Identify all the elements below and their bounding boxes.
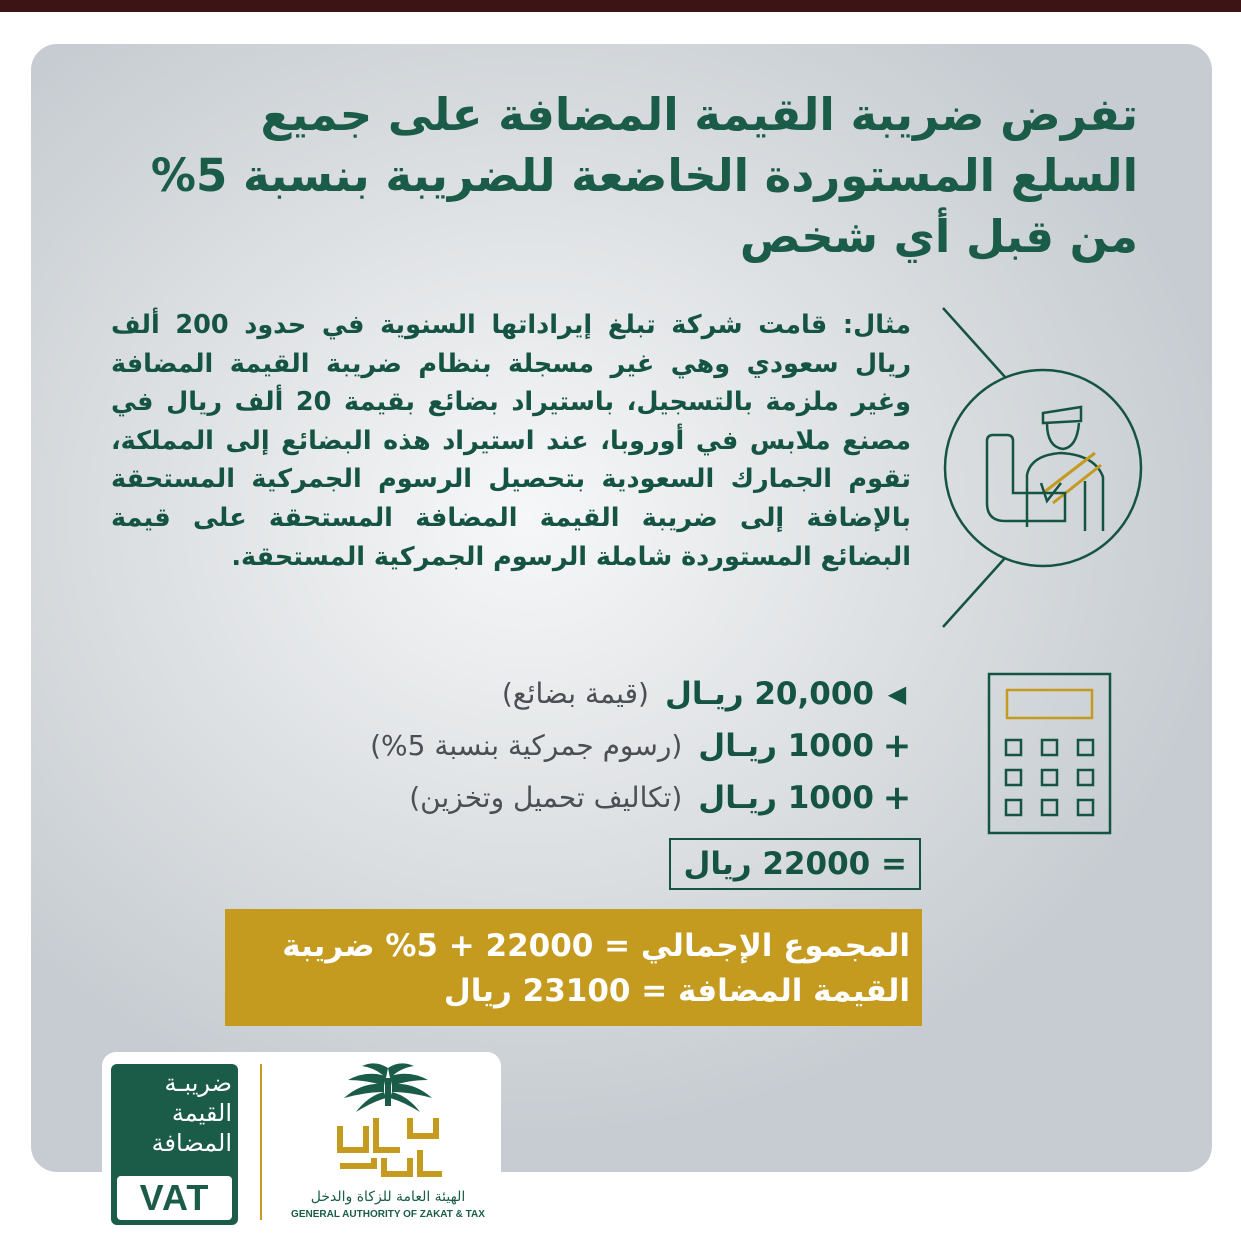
calc-row-shipping	[192, 772, 912, 824]
calc-amount: 1000 ريـال	[698, 780, 874, 816]
vat-logo-line-2: القيمة	[171, 1099, 232, 1127]
plus-icon: +	[882, 726, 912, 766]
headline-line-1: تفرض ضريبة القيمة المضافة على جميع	[260, 88, 1138, 141]
authority-name-arabic: الهيئة العامة للزكاة والدخل	[310, 1189, 466, 1205]
logo-divider	[260, 1064, 262, 1220]
calc-row-goods	[192, 668, 912, 720]
headline	[138, 84, 1138, 267]
vat-logo-arabic	[111, 1068, 232, 1158]
calc-note: (قيمة بضائع)	[501, 677, 649, 710]
total-box	[225, 909, 922, 1026]
calc-note: (رسوم جمركية بنسبة 5%)	[370, 729, 683, 762]
headline-line-2: السلع المستوردة الخاضعة للضريبة بنسبة 5%	[150, 149, 1138, 202]
vat-logo	[111, 1064, 238, 1225]
calc-amount: 1000 ريـال	[698, 728, 874, 764]
total-line-1: المجموع الإجمالي = 22000 + 5% ضريبة	[282, 928, 910, 964]
plus-icon: +	[882, 778, 912, 818]
top-bar	[0, 0, 1241, 12]
vat-badge: VAT	[117, 1176, 232, 1220]
calculation-list	[192, 668, 912, 824]
calculator-icon	[987, 672, 1112, 835]
subtotal-box: = 22000 ريال	[669, 838, 921, 890]
vat-logo-line-1: ضريبـة	[164, 1069, 232, 1097]
example-paragraph: مثال: قامت شركة تبلغ إيراداتها السنوية في حدود 200 ألف ريال سعودي وهي غير مسجلة بنظام ضريبة القيمة المضافة وغير ملزمة بالتسجيل، باستيراد بضائع بقيمة 20 ألف ريال في مصنع ملابس في أوروبا، عند استيراد هذه البضائع إلى المملكة، تقوم الجمارك السعودية بتحصيل الرسوم الجمركية المستحقة بالإضافة إلى ضريبة القيمة المضافة المستحقة على قيمة البضائع المستوردة شاملة الرسوم الجمركية المستحقة.	[111, 310, 912, 572]
arrow-left-icon: ◀	[887, 680, 907, 708]
authority-name-english: GENERAL AUTHORITY OF ZAKAT & TAX	[291, 1209, 485, 1220]
authority-emblem	[318, 1058, 458, 1182]
vat-logo-line-3: المضافة	[151, 1129, 232, 1157]
calc-row-customs	[192, 720, 912, 772]
headline-line-3: من قبل أي شخص	[739, 210, 1138, 263]
total-line-2: القيمة المضافة = 23100 ريال	[443, 973, 910, 1009]
calc-amount: 20,000 ريـال	[664, 676, 874, 712]
customs-officer-icon	[935, 305, 1150, 630]
calc-note: (تكاليف تحميل وتخزين)	[409, 781, 683, 814]
